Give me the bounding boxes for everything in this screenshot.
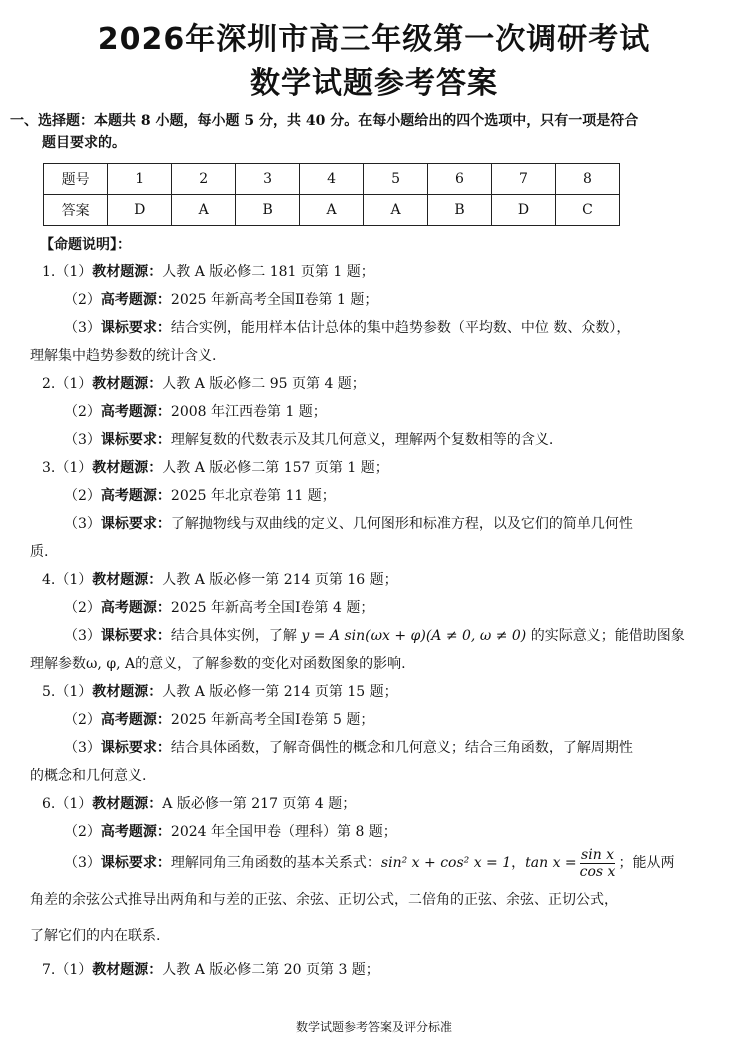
label: 高考题源： bbox=[100, 488, 171, 504]
item-prefix: （3） bbox=[64, 516, 101, 532]
item-text: 人教 A 版必修二 95 页第 4 题； bbox=[162, 376, 366, 392]
formula: tan x = bbox=[525, 855, 577, 871]
label: 高考题源： bbox=[100, 600, 171, 616]
table-cell: 6 bbox=[428, 164, 492, 195]
table-header-cell: 题号 bbox=[44, 164, 108, 195]
item-text: 理解同角三角函数的基本关系式： bbox=[170, 855, 381, 871]
label: 课标要求： bbox=[100, 628, 171, 644]
item-prefix: （2） bbox=[64, 712, 101, 728]
punctuation: ， bbox=[511, 855, 526, 871]
label: 课标要求： bbox=[100, 320, 171, 336]
item-5-exam bbox=[64, 710, 374, 730]
label: 课标要求： bbox=[100, 516, 171, 532]
label: 教材题源： bbox=[92, 796, 163, 812]
table-cell: 5 bbox=[364, 164, 428, 195]
item-prefix: （2） bbox=[64, 824, 101, 840]
page-footer: 数学试题参考答案及评分标准 bbox=[295, 1020, 452, 1034]
item-3-req bbox=[64, 514, 633, 534]
table-cell: 2 bbox=[172, 164, 236, 195]
item-text: ；能从两 bbox=[618, 855, 675, 871]
item-1-source bbox=[42, 262, 375, 282]
label: 教材题源： bbox=[92, 962, 163, 978]
label: 教材题源： bbox=[92, 460, 163, 476]
item-2-req bbox=[64, 430, 553, 450]
note-heading: 【命题说明】： bbox=[40, 237, 131, 253]
item-prefix: （3） bbox=[64, 740, 101, 756]
item-4-exam bbox=[64, 598, 374, 618]
page-subtitle: 数学试题参考答案 bbox=[250, 66, 498, 101]
item-text: 结合实例，能用样本估计总体的集中趋势参数（平均数、中位 数、众数）， bbox=[170, 320, 631, 336]
table-cell: C bbox=[555, 195, 619, 226]
table-cell: D bbox=[108, 195, 172, 226]
item-1-req-cont: 理解集中趋势参数的统计含义. bbox=[30, 348, 217, 364]
fraction-denominator: cos x bbox=[579, 863, 616, 880]
item-4-source bbox=[42, 570, 398, 590]
label: 课标要求： bbox=[100, 740, 171, 756]
item-prefix: 5.（1） bbox=[42, 684, 93, 700]
item-text: 人教 A 版必修一第 214 页第 15 题； bbox=[162, 684, 398, 700]
item-3-req-cont: 质. bbox=[30, 544, 49, 560]
item-prefix: （2） bbox=[64, 404, 101, 420]
label: 教材题源： bbox=[92, 572, 163, 588]
item-3-exam bbox=[64, 486, 336, 506]
section-line-1: 一、选择题：本题共 8 小题，每小题 5 分，共 40 分。在每小题给出的四个选项中，只有一项是符合 bbox=[10, 113, 639, 129]
table-cell: B bbox=[236, 195, 300, 226]
item-text: 理解复数的代数表示及其几何意义，理解两个复数相等的含义. bbox=[170, 432, 554, 448]
item-7-source bbox=[42, 960, 380, 980]
item-text: 人教 A 版必修二第 157 页第 1 题； bbox=[162, 460, 389, 476]
item-6-req bbox=[64, 846, 674, 880]
item-prefix: （3） bbox=[64, 855, 101, 871]
item-prefix: 3.（1） bbox=[42, 460, 93, 476]
formula: sin² x + cos² x = 1 bbox=[380, 855, 512, 871]
item-6-req-cont: 角差的余弦公式推导出两角和与差的正弦、余弦、正切公式，二倍角的正弦、余弦、正切公式， bbox=[30, 892, 618, 908]
label: 课标要求： bbox=[100, 432, 171, 448]
label: 教材题源： bbox=[92, 264, 163, 280]
item-prefix: （2） bbox=[64, 292, 101, 308]
fraction-numerator: sin x bbox=[581, 846, 615, 863]
item-text: 人教 A 版必修二 181 页第 1 题； bbox=[162, 264, 375, 280]
table-cell: A bbox=[300, 195, 364, 226]
item-text: A 版必修一第 217 页第 4 题； bbox=[162, 796, 357, 812]
item-3-source bbox=[42, 458, 389, 478]
item-4-req bbox=[64, 626, 685, 646]
section-heading bbox=[10, 110, 740, 154]
label: 课标要求： bbox=[100, 855, 171, 871]
item-text: 2025 年新高考全国Ⅰ卷第 4 题； bbox=[170, 600, 375, 616]
table-cell: B bbox=[428, 195, 492, 226]
item-text: 2008 年江西卷第 1 题； bbox=[170, 404, 327, 420]
label: 高考题源： bbox=[100, 292, 171, 308]
item-text: 结合具体函数，了解奇偶性的概念和几何意义；结合三角函数，了解周期性 bbox=[170, 740, 633, 756]
item-2-source bbox=[42, 374, 366, 394]
item-prefix: 7.（1） bbox=[42, 962, 93, 978]
table-cell: A bbox=[364, 195, 428, 226]
table-cell: 4 bbox=[300, 164, 364, 195]
item-5-req-cont: 的概念和几何意义. bbox=[30, 768, 147, 784]
item-text: 人教 A 版必修二第 20 页第 3 题； bbox=[162, 962, 380, 978]
section-line-2: 题目要求的。 bbox=[42, 135, 126, 151]
table-row-numbers bbox=[44, 164, 620, 195]
item-6-req-cont-2: 了解它们的内在联系. bbox=[30, 928, 161, 944]
table-cell: 8 bbox=[555, 164, 619, 195]
table-cell: 7 bbox=[491, 164, 555, 195]
item-1-exam bbox=[64, 290, 378, 310]
item-text: 2024 年全国甲卷（理科）第 8 题； bbox=[170, 824, 397, 840]
answer-table bbox=[43, 163, 620, 226]
label: 高考题源： bbox=[100, 404, 171, 420]
table-row-answers bbox=[44, 195, 620, 226]
item-text: 2025 年新高考全国Ⅰ卷第 5 题； bbox=[170, 712, 375, 728]
item-1-req bbox=[64, 318, 630, 338]
item-2-exam bbox=[64, 402, 327, 422]
formula: y = A sin(ωx + φ)(A ≠ 0, ω ≠ 0) bbox=[301, 628, 527, 644]
table-cell: A bbox=[172, 195, 236, 226]
label: 高考题源： bbox=[100, 712, 171, 728]
item-4-req-cont: 理解参数ω, φ, A的意义，了解参数的变化对函数图象的影响. bbox=[30, 656, 406, 672]
item-text: 的实际意义；能借助图象 bbox=[530, 628, 685, 644]
label: 教材题源： bbox=[92, 376, 163, 392]
item-text: 2025 年新高考全国Ⅱ卷第 1 题； bbox=[170, 292, 379, 308]
item-prefix: 2.（1） bbox=[42, 376, 93, 392]
fraction bbox=[580, 847, 616, 880]
table-cell: 3 bbox=[236, 164, 300, 195]
item-prefix: （2） bbox=[64, 488, 101, 504]
page-title: 2026年深圳市高三年级第一次调研考试 bbox=[97, 22, 651, 57]
item-6-exam bbox=[64, 822, 397, 842]
item-prefix: 4.（1） bbox=[42, 572, 93, 588]
label: 高考题源： bbox=[100, 824, 171, 840]
item-prefix: （3） bbox=[64, 320, 101, 336]
item-prefix: （3） bbox=[64, 628, 101, 644]
item-prefix: 1.（1） bbox=[42, 264, 93, 280]
label: 教材题源： bbox=[92, 684, 163, 700]
item-text: 结合具体实例，了解 bbox=[170, 628, 297, 644]
item-text: 人教 A 版必修一第 214 页第 16 题； bbox=[162, 572, 398, 588]
item-text: 了解抛物线与双曲线的定义、几何图形和标准方程，以及它们的简单几何性 bbox=[170, 516, 633, 532]
item-5-source bbox=[42, 682, 398, 702]
table-cell: 1 bbox=[108, 164, 172, 195]
item-prefix: （2） bbox=[64, 600, 101, 616]
item-5-req bbox=[64, 738, 633, 758]
table-header-cell: 答案 bbox=[44, 195, 108, 226]
item-prefix: 6.（1） bbox=[42, 796, 93, 812]
item-text: 2025 年北京卷第 11 题； bbox=[170, 488, 336, 504]
item-prefix: （3） bbox=[64, 432, 101, 448]
item-6-source bbox=[42, 794, 356, 814]
table-cell: D bbox=[491, 195, 555, 226]
